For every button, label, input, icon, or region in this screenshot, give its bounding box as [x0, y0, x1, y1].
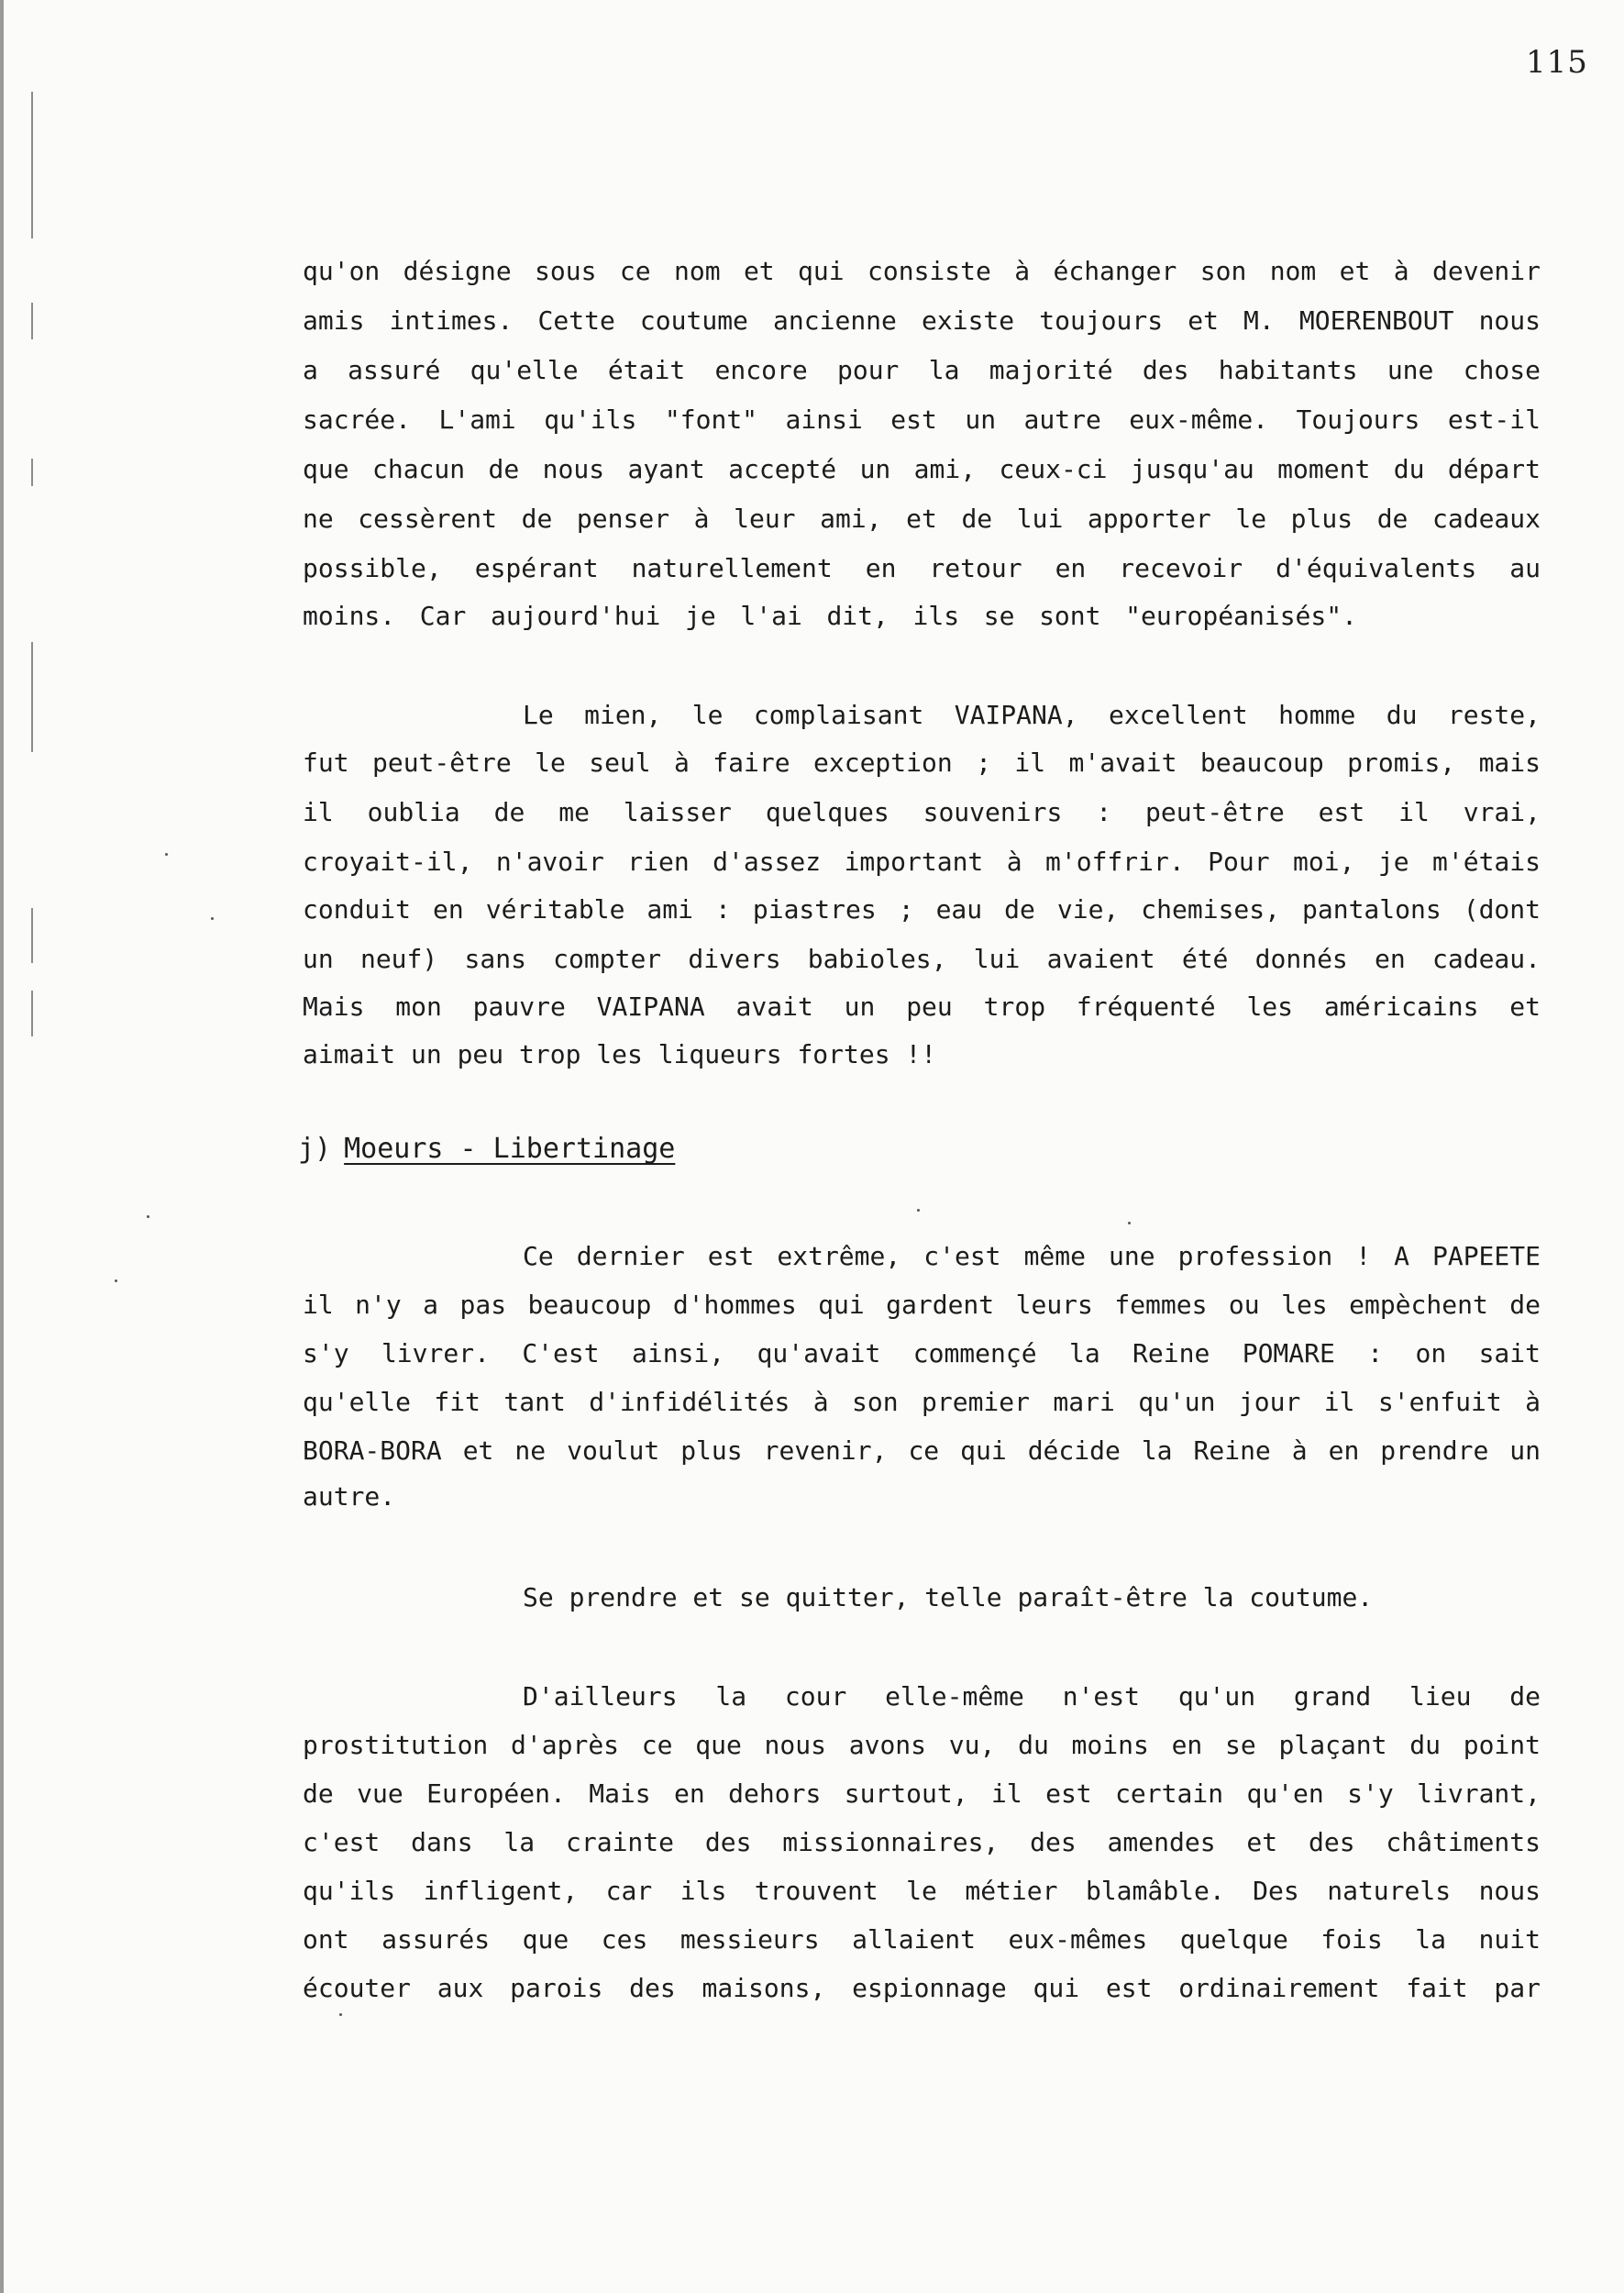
text-line: amis intimes. Cette coutume ancienne existe toujours et M. MOERENBOUT nous — [303, 305, 1541, 336]
text-line: Mais mon pauvre VAIPANA avait un peu trop fréquenté les américains et — [303, 991, 1541, 1022]
text-line: un neuf) sans compter divers babioles, lui avaient été donnés en cadeau. — [303, 944, 1541, 974]
scan-speck — [165, 853, 168, 856]
text-line: Le mien, le complaisant VAIPANA, excellent homme du reste, — [523, 700, 1541, 730]
text-line: qu'ils infligent, car ils trouvent le métier blamâble. Des naturels nous — [303, 1876, 1541, 1906]
section-heading-title: Moeurs - Libertinage — [344, 1133, 676, 1165]
text-line: écouter aux parois des maisons, espionnage qui est ordinairement fait par — [303, 1973, 1541, 2003]
text-line: moins. Car aujourd'hui je l'ai dit, ils se sont "européanisés". — [303, 601, 1357, 631]
binding-mark — [31, 642, 33, 752]
text-line: aimait un peu trop les liqueurs fortes !! — [303, 1039, 937, 1069]
text-line: il n'y a pas beaucoup d'hommes qui gardent leurs femmes ou les empèchent de — [303, 1290, 1541, 1320]
text-line: que chacun de nous ayant accepté un ami, ceux-ci jusqu'au moment du départ — [303, 454, 1541, 484]
text-line: c'est dans la crainte des missionnaires, des amendes et des châtiments — [303, 1827, 1541, 1857]
scan-speck — [115, 1279, 117, 1282]
binding-mark — [31, 908, 33, 963]
binding-mark — [31, 92, 33, 238]
text-line: ne cessèrent de penser à leur ami, et de lui apporter le plus de cadeaux — [303, 504, 1541, 534]
text-line: autre. — [303, 1481, 396, 1512]
text-line: fut peut-être le seul à faire exception ; il m'avait beaucoup promis, mais — [303, 748, 1541, 778]
scan-speck — [211, 917, 214, 920]
binding-mark — [31, 303, 33, 339]
text-line: conduit en véritable ami : piastres ; eau de vie, chemises, pantalons (dont — [303, 894, 1541, 925]
text-line: prostitution d'après ce que nous avons vu, du moins en se plaçant du point — [303, 1730, 1541, 1760]
text-line: D'ailleurs la cour elle-même n'est qu'un grand lieu de — [523, 1681, 1541, 1711]
scan-speck — [147, 1215, 149, 1218]
text-line: possible, espérant naturellement en retour en recevoir d'équivalents au — [303, 553, 1541, 583]
binding-mark — [31, 459, 33, 486]
text-line: il oublia de me laisser quelques souvenirs : peut-être est il vrai, — [303, 797, 1541, 827]
text-line: Se prendre et se quitter, telle paraît-être la coutume. — [523, 1582, 1374, 1612]
binding-mark — [31, 991, 33, 1036]
text-line: ont assurés que ces messieurs allaient eux-mêmes quelque fois la nuit — [303, 1924, 1541, 1955]
section-heading — [298, 1130, 675, 1169]
page-number: 115 — [1526, 44, 1588, 81]
text-line: s'y livrer. C'est ainsi, qu'avait commençé la Reine POMARE : on sait — [303, 1338, 1541, 1368]
text-line: a assuré qu'elle était encore pour la majorité des habitants une chose — [303, 355, 1541, 385]
section-heading-prefix: j) — [298, 1133, 332, 1165]
text-line: qu'on désigne sous ce nom et qui consiste à échanger son nom et à devenir — [303, 256, 1541, 286]
text-line: croyait-il, n'avoir rien d'assez important à m'offrir. Pour moi, je m'étais — [303, 847, 1541, 877]
text-line: sacrée. L'ami qu'ils "font" ainsi est un autre eux-même. Toujours est-il — [303, 404, 1541, 435]
text-line: BORA-BORA et ne voulut plus revenir, ce qui décide la Reine à en prendre un — [303, 1435, 1541, 1466]
text-line: de vue Européen. Mais en dehors surtout, il est certain qu'en s'y livrant, — [303, 1778, 1541, 1809]
text-line: qu'elle fit tant d'infidélités à son premier mari qu'un jour il s'enfuit à — [303, 1387, 1541, 1417]
scan-speck — [1128, 1222, 1131, 1224]
scan-speck — [917, 1209, 920, 1212]
scan-edge — [0, 0, 4, 2293]
scan-speck — [339, 2013, 342, 2016]
text-line: Ce dernier est extrême, c'est même une profession ! A PAPEETE — [523, 1241, 1541, 1271]
